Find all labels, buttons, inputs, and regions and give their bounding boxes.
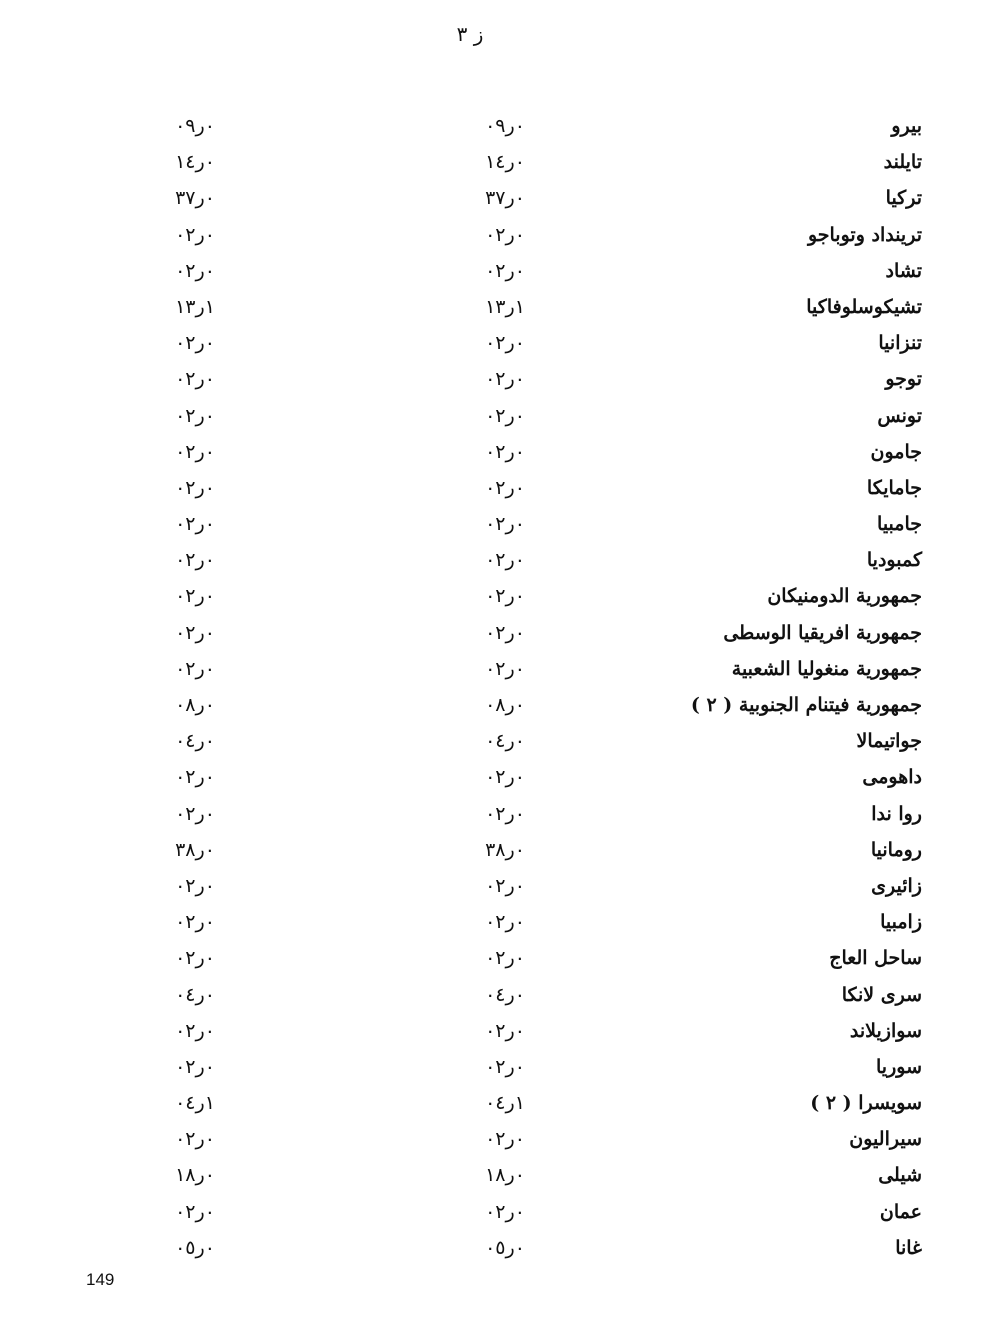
value-column-a: ٠ر٠٢ — [485, 332, 525, 355]
value-column-b: ٠ر٠٢ — [175, 1019, 215, 1042]
value-column-b: ٠ر٠٢ — [175, 621, 215, 644]
value-column-a: ٠ر٠٢ — [485, 440, 525, 463]
country-name: سوازيلاند — [849, 1019, 922, 1042]
value-column-a: ٠ر٠٢ — [485, 404, 525, 427]
table-row — [0, 1161, 1000, 1197]
value-column-b: ٠ر٠٢ — [175, 657, 215, 680]
value-column-b: ٠ر٣٨ — [175, 838, 215, 861]
country-name: تركيا — [885, 187, 922, 210]
value-column-b: ١ر٠٤ — [175, 1092, 215, 1115]
country-name: رومانيا — [870, 838, 922, 861]
table-row — [0, 1017, 1000, 1053]
value-column-b: ٠ر٠٤ — [175, 983, 215, 1006]
country-name: جمهورية افريقيا الوسطى — [723, 621, 922, 644]
country-name: تونس — [877, 404, 922, 427]
value-column-b: ٠ر٠٩ — [175, 115, 215, 137]
value-column-b: ٠ر٠٢ — [175, 911, 215, 934]
value-column-b: ٠ر٠٢ — [175, 1200, 215, 1223]
country-name: جمهورية منغوليا الشعبية — [731, 657, 922, 680]
country-name: جامون — [870, 440, 922, 463]
value-column-a: ٠ر٠٢ — [485, 621, 525, 644]
table-row — [0, 908, 1000, 944]
value-column-a: ٠ر٠٢ — [485, 911, 525, 934]
country-name: جواتيمالا — [856, 730, 922, 753]
value-column-a: ٠ر٠٢ — [485, 947, 525, 970]
value-column-b: ٠ر٠٢ — [175, 802, 215, 825]
table-row — [0, 763, 1000, 799]
value-column-b: ٠ر٠٥ — [175, 1236, 215, 1259]
country-name: سويسرا ( ٢ ) — [810, 1092, 922, 1115]
country-name: سرى لانكا — [841, 983, 922, 1006]
table-row — [0, 800, 1000, 836]
value-column-a: ٠ر٠٢ — [485, 259, 525, 282]
value-column-a: ٠ر٠٥ — [485, 1236, 525, 1259]
country-name: كمبوديا — [866, 549, 922, 572]
value-column-b: ٠ر٠٢ — [175, 874, 215, 897]
table-row — [0, 582, 1000, 618]
country-name: تنزانيا — [878, 332, 922, 355]
country-name: شيلى — [878, 1164, 922, 1187]
value-column-a: ١ر٠٤ — [485, 1092, 525, 1115]
table-row — [0, 293, 1000, 329]
value-column-b: ٠ر٠٢ — [175, 476, 215, 499]
country-values-table — [0, 112, 1000, 1270]
country-name: جامايكا — [866, 476, 922, 499]
value-column-b: ٠ر٠٢ — [175, 766, 215, 789]
table-row — [0, 329, 1000, 365]
value-column-a: ٠ر١٨ — [485, 1164, 525, 1187]
table-row — [0, 1089, 1000, 1125]
country-name: داهومى — [862, 766, 922, 789]
value-column-b: ٠ر٠٢ — [175, 440, 215, 463]
table-row — [0, 365, 1000, 401]
table-row — [0, 438, 1000, 474]
value-column-a: ٠ر٠٢ — [485, 549, 525, 572]
country-name: سيراليون — [849, 1128, 922, 1151]
value-column-b: ٠ر٣٧ — [175, 187, 215, 210]
value-column-b: ٠ر٠٤ — [175, 730, 215, 753]
table-row — [0, 872, 1000, 908]
value-column-a: ٠ر٠٢ — [485, 476, 525, 499]
country-name: تشيكوسلوفاكيا — [806, 295, 922, 318]
country-name: ساحل العاج — [829, 947, 922, 970]
country-name: عمان — [879, 1200, 922, 1223]
value-column-b: ٠ر١٨ — [175, 1164, 215, 1187]
country-name: زائيرى — [871, 874, 922, 897]
country-name: تايلند — [883, 151, 922, 174]
value-column-a: ٠ر٠٢ — [485, 585, 525, 608]
value-column-b: ٠ر٠٢ — [175, 549, 215, 572]
table-row — [0, 981, 1000, 1017]
value-column-a: ١ر١٣ — [485, 295, 525, 318]
value-column-a: ٠ر٠٢ — [485, 1128, 525, 1151]
country-name: زامبيا — [880, 911, 922, 934]
value-column-a: ٠ر٠٩ — [485, 115, 525, 137]
value-column-a: ٠ر٠٢ — [485, 513, 525, 536]
country-name: توجو — [885, 368, 922, 391]
table-row — [0, 184, 1000, 220]
value-column-a: ٠ر٣٨ — [485, 838, 525, 861]
value-column-a: ٠ر٠٨ — [485, 694, 525, 716]
value-column-a: ٠ر٠٢ — [485, 1055, 525, 1078]
country-name: ترينداد وتوباجو — [807, 223, 922, 246]
value-column-b: ٠ر٠٢ — [175, 404, 215, 427]
table-row — [0, 836, 1000, 872]
table-row — [0, 1198, 1000, 1234]
country-name: جامبيا — [877, 513, 922, 536]
value-column-b: ٠ر٠٢ — [175, 259, 215, 282]
page-header-label: ز ٣ — [456, 22, 484, 46]
table-row — [0, 510, 1000, 546]
table-row — [0, 221, 1000, 257]
value-column-b: ٠ر٠٢ — [175, 223, 215, 246]
value-column-b: ٠ر٠٢ — [175, 585, 215, 608]
country-name: جمهورية فيتنام الجنوبية ( ٢ ) — [690, 694, 922, 716]
country-name: تشاد — [885, 259, 922, 282]
country-name: بيرو — [891, 115, 922, 137]
table-row — [0, 474, 1000, 510]
table-row — [0, 257, 1000, 293]
value-column-a: ٠ر٠٢ — [485, 368, 525, 391]
value-column-a: ٠ر١٤ — [485, 151, 525, 174]
table-row — [0, 148, 1000, 184]
value-column-b: ٠ر٠٨ — [175, 694, 215, 716]
table-row — [0, 655, 1000, 691]
page-number: 149 — [86, 1270, 115, 1289]
table-row — [0, 944, 1000, 980]
country-name: سوريا — [876, 1055, 922, 1078]
value-column-a: ٠ر٠٢ — [485, 874, 525, 897]
value-column-a: ٠ر٠٢ — [485, 1200, 525, 1223]
country-name: جمهورية الدومنيكان — [767, 585, 922, 608]
table-row — [0, 1125, 1000, 1161]
value-column-a: ٠ر٠٤ — [485, 983, 525, 1006]
value-column-a: ٠ر٠٢ — [485, 766, 525, 789]
country-name: غانا — [895, 1236, 922, 1259]
value-column-a: ٠ر٠٢ — [485, 657, 525, 680]
table-row — [0, 112, 1000, 148]
table-row — [0, 727, 1000, 763]
table-row — [0, 691, 1000, 727]
table-row — [0, 1234, 1000, 1270]
value-column-b: ٠ر٠٢ — [175, 332, 215, 355]
table-row — [0, 402, 1000, 438]
value-column-b: ٠ر٠٢ — [175, 1055, 215, 1078]
value-column-b: ٠ر١٤ — [175, 151, 215, 174]
value-column-a: ٠ر٠٤ — [485, 730, 525, 753]
value-column-a: ٠ر٠٢ — [485, 223, 525, 246]
table-row — [0, 546, 1000, 582]
country-name: روا ندا — [871, 802, 922, 825]
value-column-b: ٠ر٠٢ — [175, 947, 215, 970]
table-row — [0, 1053, 1000, 1089]
table-row — [0, 619, 1000, 655]
value-column-b: ٠ر٠٢ — [175, 368, 215, 391]
value-column-a: ٠ر٣٧ — [485, 187, 525, 210]
value-column-b: ٠ر٠٢ — [175, 1128, 215, 1151]
value-column-a: ٠ر٠٢ — [485, 802, 525, 825]
value-column-a: ٠ر٠٢ — [485, 1019, 525, 1042]
value-column-b: ١ر١٣ — [175, 295, 215, 318]
value-column-b: ٠ر٠٢ — [175, 513, 215, 536]
